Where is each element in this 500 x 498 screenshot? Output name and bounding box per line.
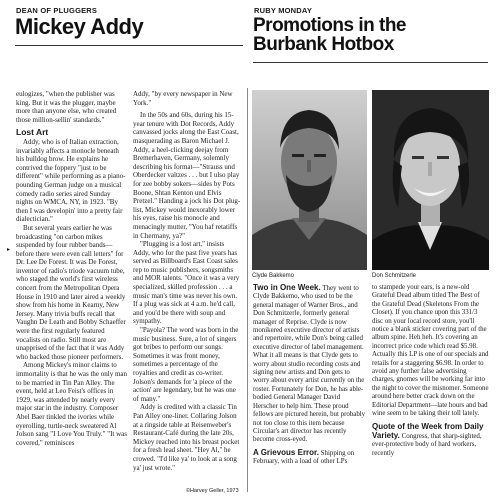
- right-col1-text-2: Shipping on February, with a load of other LPs: [253, 449, 355, 466]
- left-headline: Mickey Addy: [15, 14, 144, 39]
- two-in-one-week-lead: Two in One Week.: [253, 283, 321, 292]
- clyde-bakkemo-photo: [252, 90, 367, 270]
- left-col2-para-1: Addy, "by every newspaper in New York.": [133, 90, 233, 107]
- right-col2-para-1: to stampede your ears, is a new-old Grateful Dead album titled The Best of the Grateful Dead (Skeletons From the Closet). If you chance upon this 331/3 disc on your local record store, you'll notice a blank sticker covering part of the album spine. Heh heh. It's covering an incorrect price code which read $5.98. Actually this LP is one of our specials and retails for a staggering $6.98. In order to avoid any further false advertising charges, gnomes will be working far into the night to cover the misnomer. Someone around here better crack down on the Editorial Department—late hours and bad wine seem to be taking their toll lately.: [372, 284, 489, 418]
- left-headline-rule: [15, 45, 243, 46]
- right-headline: [253, 16, 406, 54]
- photo-2-caption: Don Schmitzerle: [372, 273, 417, 279]
- lost-art-heading: Lost Art: [16, 127, 49, 138]
- left-column-1: [16, 90, 128, 447]
- left-col2-para-3: "Plugging is a lost art," insists Addy, who for the past five years has served as Billboard's East Coast sales rep to music publishers, songsmiths and MOR talents. "Once it was a very specialized, skilled profession . . . a music man's time was never his own. If a plug was sick at 4 a.m. he'd call, and you'd be there with soup and sympathy.: [133, 240, 240, 326]
- right-column-2: [372, 284, 489, 458]
- right-col1-para-1: [253, 284, 366, 445]
- left-col2-para-2: In the 50s and 60s, during his 15-year tenure with Dot Records, Addy canvassed jocks along the East Coast, masquerading as Baron Michael J. Addy, a heel-clicking deejay from Bremerhaven, Germany, solemnly describing his format—"Strauss und Oberdecker valtzes . . . but I ulso play for zee bobby sokers—sides by Pots Boone, Shtan Kenton und Elvis Pretzel." Handing a jock his Dot plug-list, Mickey would inexorably lower his eyes, raise his monocle and menacingly mutter, "You haf retatiffs in Chermany, ya?": [133, 111, 241, 240]
- right-col1-text-1: They went to Clyde Bakkemo, who used to be the general manager of Warner Bros., and Don Schmitzerle, formerly general manager of Reprise. Clyde is now monikered executive director of artists and repertoire, while Don's being called executive director of label management. What it all means is that Clyde gets to worry about studio recording costs and signing new artists and Don gets to worry about every artist currently on the roster. Fortunately for Don, he has able-bodied General Manager David Herscher to help him. These proud fellows are pictured herein, but probably not too close to this item because Circular's art director has recently become cross-eyed.: [253, 285, 366, 444]
- right-kicker: RUBY MONDAY: [254, 6, 313, 15]
- portrait-illustration-2: [372, 90, 489, 270]
- photo-credit: ©Harvey Geller, 1973: [186, 488, 239, 494]
- left-kicker: DEAN OF PLUGGERS: [16, 6, 98, 15]
- column-divider: [247, 88, 248, 492]
- grievous-error-lead: A Grievous Error.: [253, 447, 319, 457]
- right-col2-text-2: Congress, that sharp-sighted, ever-protective body of hard workers, recently: [372, 432, 482, 457]
- left-col1-para-0: eulogizes, "when the publisher was king. But it was the plugger, maybe more than anyone else, who created those million-sellin' standards.": [16, 90, 117, 124]
- margin-dot: ▸: [7, 247, 11, 253]
- right-col1-para-2: [253, 449, 366, 467]
- right-headline-line-2: Burbank Hotbox: [253, 34, 394, 55]
- left-col2-para-5: Addy is credited with a classic Tin Pan Alley one-liner. Collaring Jolson at a ringside table at Reisenweber's Restaurant-Café during the late 20s, Mickey reached into his breast pocket for a fresh lead sheet. "Hey Al," he crowed. "I'd like ya' to look at a song ya' just wrote.": [133, 403, 240, 472]
- left-col1-para-2: But several years earlier he was broadcasting "on carbon mikes suspended by four rubber bands—before there were even call letters" for Dr. Lee De Forest. It was De Forest, inventor of radio's triode vacuum tube, who staged the world's first wireless concert from the Metropolitan Opera House in 1910 and later aired a weekly show from his home in Kearny, New Jersey. Many trivia buffs recall that Vaughn De Leath and Bobby Schaeffer were the first regularly featured vocalists on radio. Still most are unapprised of the fact that it was Addy who backed those pioneer performers.: [16, 223, 126, 361]
- left-col2-para-4: "Payola? The word was born in the music business. Sure, a lot of singers got bribes to perform our songs. Sometimes it was front money, sometimes a percentage of the royalties and credit as co-writer. Jolson's demands for 'a piece of the action' are legendary, but he was one of many.": [133, 326, 239, 403]
- left-column-2: [133, 90, 242, 472]
- left-col1-para-3: Among Mickey's minor claims to immortality is that he was the only man to be married in Tin Pan Alley. The event, held at Leo Feist's offices in 1929, was attended by nearly every major star in the industry. Composer Abel Baer tinkled the ivories while eyerolling, turtle-neck sweatered Al Jolson sang "I Love You Truly." "It was covered," reminisces: [16, 361, 128, 447]
- right-headline-rule: [253, 62, 488, 63]
- quote-of-week-heading: Quote of the Week from Daily Variety.: [372, 421, 484, 440]
- right-col2-para-2: [372, 423, 489, 459]
- left-col1-para-1: Addy, who is of Italian extraction, invariably affects a monocle beneath his bulldog brow. He explains he contrived the foppery "just to be different" while performing as a piano-pounding German judge on a musical comedy radio series aired Sunday nights on WMCA, NY, in 1923. "By then I was developin' into a pretty fair dialectician.": [16, 137, 126, 224]
- right-column-1: [253, 284, 366, 467]
- right-headline-line-1: Promotions in the: [253, 15, 406, 36]
- portrait-illustration-1: [252, 90, 367, 270]
- don-schmitzerle-photo: [372, 90, 489, 270]
- photo-1-caption: Clyde Bakkemo: [252, 273, 295, 279]
